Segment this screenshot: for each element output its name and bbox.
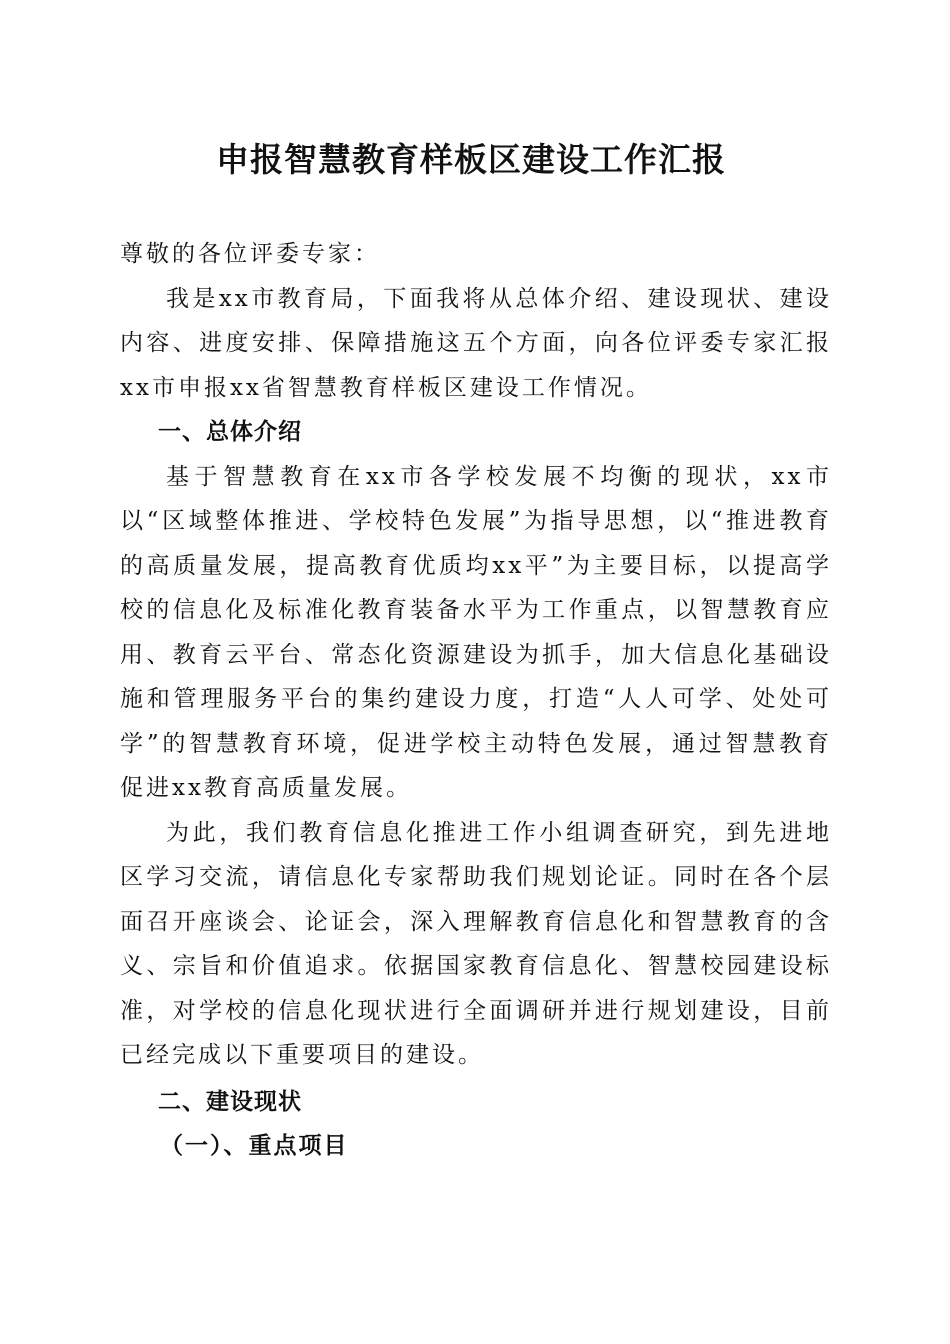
document-body [120, 232, 832, 1169]
section-1-paragraph-2: 为此，我们教育信息化推进工作小组调查研究，到先进地区学习交流，请信息化专家帮助我们规划论证。同时在各个层面召开座谈会、论证会，深入理解教育信息化和智慧教育的含义、宗旨和价值追求。依据国家教育信息化、智慧校园建设标准，对学校的信息化现状进行全面调研并进行规划建设，目前已经完成以下重要项目的建设。 [120, 819, 832, 1068]
section-2-heading: 二、建设现状 [158, 1088, 302, 1115]
salutation: 尊敬的各位评委专家： [120, 241, 380, 267]
section-1-paragraph-1: 基于智慧教育在xx市各学校发展不均衡的现状，xx市以“区域整体推进、学校特色发展”为指导思想，以“推进教育的高质量发展，提高教育优质均xx平”为主要目标，以提高学校的信息化及标准化教育装备水平为工作重点，以智慧教育应用、教育云平台、常态化资源建设为抓手，加大信息化基础设施和管理服务平台的集约建设力度，打造“人人可学、处处可学”的智慧教育环境，促进学校主动特色发展，通过智慧教育促进xx教育高质量发展。 [120, 463, 832, 801]
intro-paragraph: 我是xx市教育局，下面我将从总体介绍、建设现状、建设内容、进度安排、保障措施这五个方面，向各位评委专家汇报xx市申报xx省智慧教育样板区建设工作情况。 [120, 285, 832, 401]
document-title: 申报智慧教育样板区建设工作汇报 [216, 140, 726, 179]
section-2-subheading-1: （一）、重点项目 [160, 1132, 349, 1159]
section-1-heading: 一、总体介绍 [158, 419, 302, 445]
